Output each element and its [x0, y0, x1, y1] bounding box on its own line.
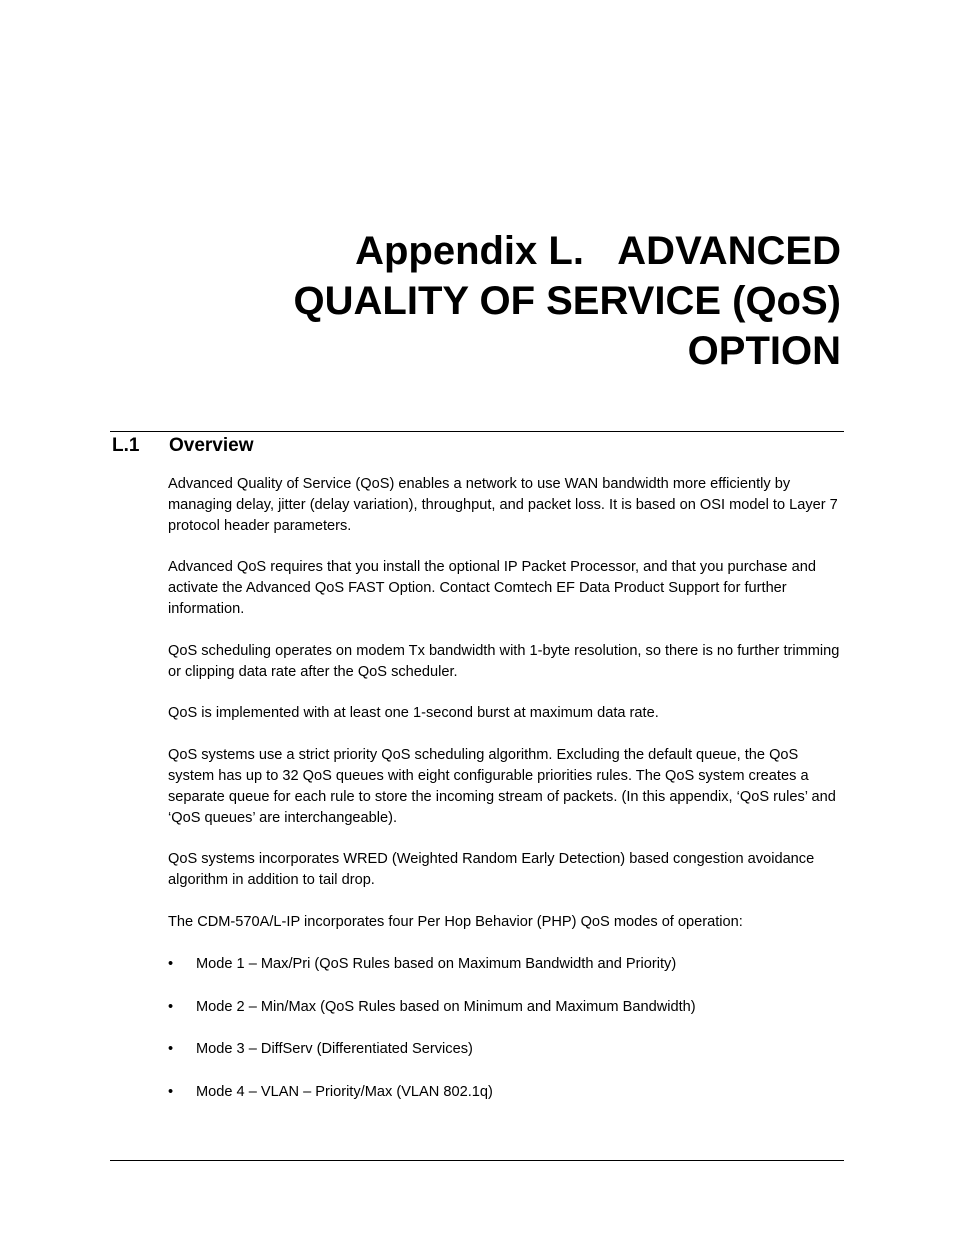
section-title: Overview	[169, 435, 254, 456]
paragraph: QoS systems incorporates WRED (Weighted Random Early Detection) based congestion avoidance algorithm in addition to tail drop.	[168, 851, 815, 889]
paragraph: Advanced QoS requires that you install the optional IP Packet Processor, and that you purchase and activate the Advanced QoS FAST Option. Contact Comtech EF Data Product Support for further information.	[168, 559, 816, 617]
appendix-title	[150, 226, 841, 376]
list-item	[168, 997, 848, 1018]
list-item	[168, 1082, 848, 1103]
title-line-3: OPTION	[687, 329, 841, 373]
paragraph: Advanced Quality of Service (QoS) enables a network to use WAN bandwidth more efficiently by managing delay, jitter (delay variation), throughput, and packet loss. It is based on OSI model to Layer 7 protocol header parameters.	[168, 476, 838, 534]
title-line-2: QUALITY OF SERVICE (QoS)	[293, 279, 841, 323]
footer-divider	[110, 1160, 844, 1161]
qos-modes-list	[168, 954, 848, 1103]
mode-text: Mode 2 – Min/Max (QoS Rules based on Minimum and Maximum Bandwidth)	[196, 998, 696, 1015]
mode-text: Mode 4 – VLAN – Priority/Max (VLAN 802.1q)	[196, 1084, 493, 1101]
list-item	[168, 1039, 848, 1060]
overview-body	[168, 474, 848, 1125]
paragraph: QoS systems use a strict priority QoS scheduling algorithm. Excluding the default queue, the QoS system has up to 32 QoS queues with eight configurable priorities rules. The QoS system creates a separate queue for each rule to store the incoming stream of packets. (In this appendix, ‘QoS rules’ and ‘QoS queues’ are interchangeable).	[168, 747, 836, 826]
bullet-icon: •	[168, 1084, 174, 1101]
top-divider	[110, 431, 844, 432]
bullet-icon: •	[168, 1041, 174, 1058]
mode-text: Mode 1 – Max/Pri (QoS Rules based on Maximum Bandwidth and Priority)	[196, 955, 677, 972]
bullet-icon: •	[168, 955, 174, 972]
section-heading	[112, 434, 254, 458]
paragraph: QoS scheduling operates on modem Tx bandwidth with 1-byte resolution, so there is no further trimming or clipping data rate after the QoS scheduler.	[168, 642, 840, 680]
paragraph: QoS is implemented with at least one 1-second burst at maximum data rate.	[168, 705, 659, 722]
title-line-1: Appendix L. ADVANCED	[355, 229, 841, 273]
section-number: L.1	[112, 435, 140, 456]
mode-text: Mode 3 – DiffServ (Differentiated Services)	[196, 1041, 473, 1058]
paragraph: The CDM-570A/L-IP incorporates four Per Hop Behavior (PHP) QoS modes of operation:	[168, 913, 743, 930]
list-item	[168, 954, 848, 975]
bullet-icon: •	[168, 998, 174, 1015]
